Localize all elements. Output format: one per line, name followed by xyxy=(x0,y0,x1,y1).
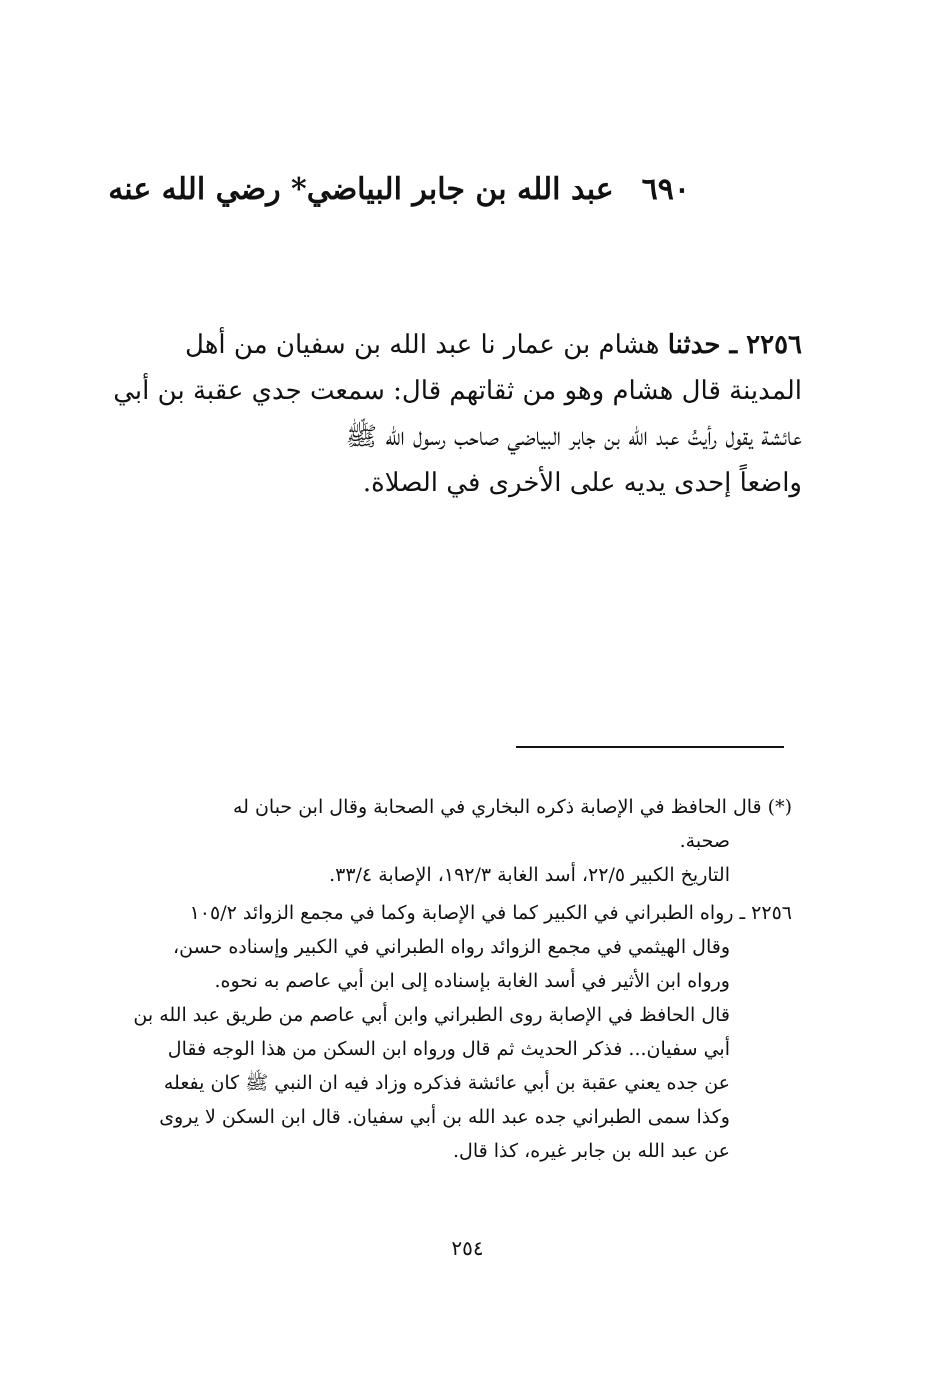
footnote-hadith-line-2: وقال الهيثمي في مجمع الزوائد رواه الطبراني في الكبير وإسناده حسن، xyxy=(173,936,730,958)
footnote-star-line-1: (*) قال الحافظ في الإصابة ذكره البخاري في الصحابة وقال ابن حبان له xyxy=(232,796,792,818)
footnote-hadith-line-1: ٢٢٥٦ ـ رواه الطبراني في الكبير كما في الإصابة وكما في مجمع الزوائد ١٠٥/٢ xyxy=(189,902,792,924)
page-number: ٢٥٤ xyxy=(451,1236,484,1260)
chapter-heading xyxy=(108,168,690,212)
hadith-line-1-text: هشام بن عمار نا عبد الله بن سفيان من أهل xyxy=(185,330,660,360)
footnote-star-line-2: صحبة. xyxy=(679,830,730,852)
footnote-hadith-line-8: عن عبد الله بن جابر غيره، كذا قال. xyxy=(453,1140,730,1162)
footnotes xyxy=(112,790,792,1172)
hadith-text xyxy=(112,322,802,506)
footnote-star-line-3: التاريخ الكبير ٢٢/٥، أسد الغابة ١٩٢/٣، الإصابة ٣٣/٤. xyxy=(329,864,730,886)
chapter-title: عبد الله بن جابر البياضي* رضي الله عنه xyxy=(108,172,614,207)
footnote-hadith-line-4: قال الحافظ في الإصابة روى الطبراني وابن أبي عاصم من طريق عبد الله بن xyxy=(133,1004,730,1026)
footnote-hadith-line-5: أبي سفيان... فذكر الحديث ثم قال ورواه ابن السكن من هذا الوجه فقال xyxy=(167,1038,730,1060)
footnote-hadith xyxy=(112,896,792,1168)
hadith-line-4: واضعاً إحدى يديه على الأخرى في الصلاة. xyxy=(362,468,802,498)
chapter-number: ٦٩٠ xyxy=(641,172,690,207)
footnote-hadith-line-6: عن جده يعني عقبة بن أبي عائشة فذكره وزاد فيه ان النبي ﷺ كان يفعله xyxy=(163,1072,730,1094)
hadith-line-1 xyxy=(112,322,802,368)
hadith-line-2: المدينة قال هشام وهو من ثقاتهم قال: سمعت جدي عقبة بن أبي xyxy=(113,376,802,406)
footnote-separator xyxy=(516,746,784,748)
hadith-lead: ٢٢٥٦ ـ حدثنا xyxy=(667,330,802,360)
footnote-hadith-line-7: وكذا سمى الطبراني جده عبد الله بن أبي سفيان. قال ابن السكن لا يروى xyxy=(159,1106,730,1128)
footnote-hadith-line-3: ورواه ابن الأثير في أسد الغابة بإسناده إلى ابن أبي عاصم به نحوه. xyxy=(214,970,730,992)
footnote-star xyxy=(112,790,792,892)
hadith-line-3: عائشة يقول رأيتُ عبد الله بن جابر البياضي صاحب رسول الله ﷺ xyxy=(345,422,802,452)
